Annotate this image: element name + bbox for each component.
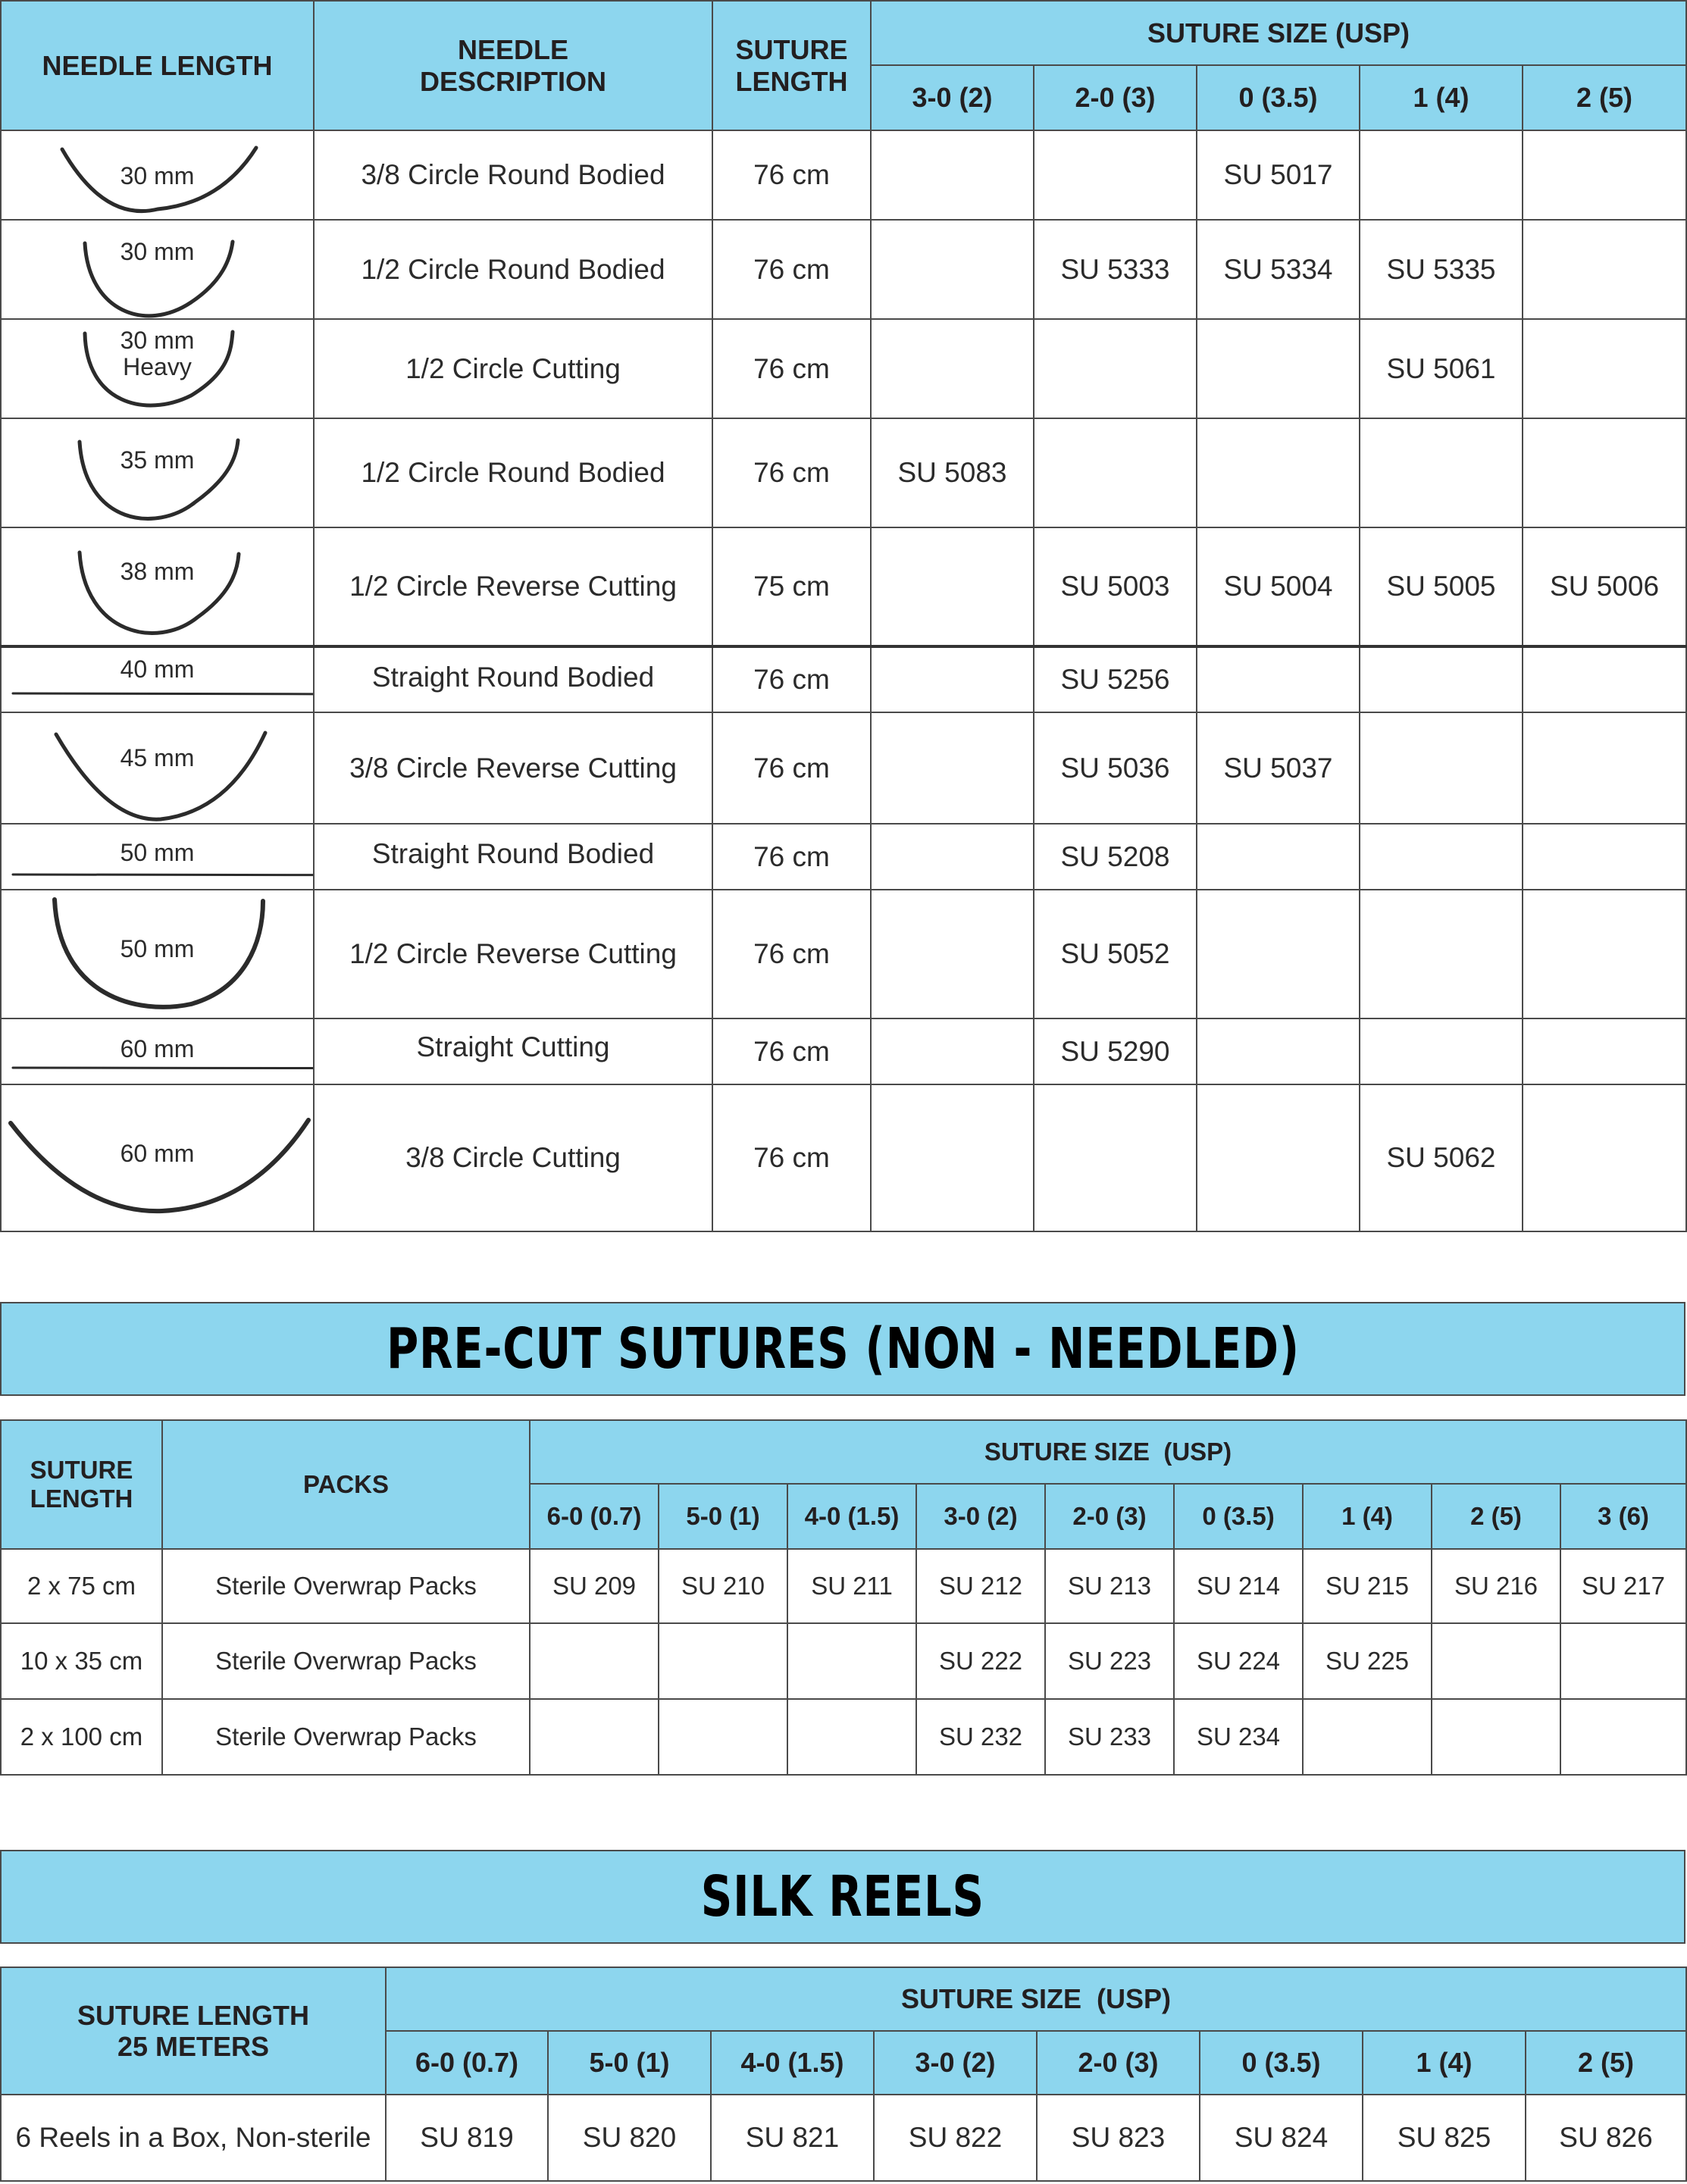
product-code: SU 5004 bbox=[1197, 527, 1360, 646]
table-row bbox=[1, 1623, 1686, 1699]
suture-length: 10 x 35 cm bbox=[1, 1623, 162, 1699]
product-code bbox=[1197, 824, 1360, 890]
product-code bbox=[871, 1018, 1034, 1084]
needle-description bbox=[314, 646, 712, 712]
header-size-col: 2-0 (3) bbox=[1034, 65, 1197, 130]
silk-reels-table bbox=[0, 1967, 1687, 2182]
needle-cell bbox=[1, 220, 314, 319]
needle-description bbox=[314, 527, 712, 646]
product-code bbox=[1197, 418, 1360, 527]
needle-cell bbox=[1, 824, 314, 890]
header-size-col: 3-0 (2) bbox=[871, 65, 1034, 130]
header-size-col: 4-0 (1.5) bbox=[787, 1484, 916, 1549]
product-code: SU 224 bbox=[1174, 1623, 1303, 1699]
needle-description bbox=[314, 712, 712, 824]
needle-length-label bbox=[2, 840, 313, 866]
product-code: SU 5006 bbox=[1523, 527, 1686, 646]
description-text: 1/2 Circle Cutting bbox=[405, 352, 621, 384]
product-code bbox=[871, 1084, 1034, 1231]
product-code: SU 223 bbox=[1045, 1623, 1174, 1699]
header-size-col: 0 (3.5) bbox=[1174, 1484, 1303, 1549]
product-code bbox=[659, 1623, 787, 1699]
product-code bbox=[1523, 712, 1686, 824]
product-code: SU 209 bbox=[530, 1549, 659, 1623]
header-suture-length: SUTURE LENGTH bbox=[712, 1, 871, 130]
product-code: SU 819 bbox=[386, 2095, 548, 2181]
description-text: 1/2 Circle Reverse Cutting bbox=[349, 571, 677, 602]
needle-length-value: 45 mm bbox=[120, 744, 195, 771]
table-row bbox=[1, 2095, 1686, 2181]
product-code bbox=[1523, 890, 1686, 1018]
description-text: 3/8 Circle Reverse Cutting bbox=[349, 752, 677, 784]
needle-length-label bbox=[2, 163, 313, 189]
needle-length-label bbox=[2, 936, 313, 962]
table-row bbox=[1, 1084, 1686, 1231]
suture-length: 76 cm bbox=[712, 824, 871, 890]
product-code bbox=[1523, 220, 1686, 319]
header-size-col: 0 (3.5) bbox=[1200, 2031, 1363, 2095]
product-code bbox=[1197, 1084, 1360, 1231]
product-code: SU 822 bbox=[874, 2095, 1037, 2181]
table-row bbox=[1, 220, 1686, 319]
product-code bbox=[1034, 418, 1197, 527]
needle-cell bbox=[1, 646, 314, 712]
header-size-col: 1 (4) bbox=[1363, 2031, 1526, 2095]
suture-length: 76 cm bbox=[712, 319, 871, 418]
product-code: SU 215 bbox=[1303, 1549, 1432, 1623]
needle-description bbox=[314, 319, 712, 418]
needle-length-label bbox=[2, 1140, 313, 1167]
needle-cell bbox=[1, 527, 314, 646]
product-code: SU 222 bbox=[916, 1623, 1045, 1699]
needle-cell bbox=[1, 712, 314, 824]
product-code bbox=[871, 646, 1034, 712]
product-code: SU 826 bbox=[1526, 2095, 1686, 2181]
needle-length-label bbox=[2, 559, 313, 585]
header-suture-size: SUTURE SIZE (USP) bbox=[530, 1420, 1686, 1484]
product-code: SU 211 bbox=[787, 1549, 916, 1623]
header-size-col: 3-0 (2) bbox=[916, 1484, 1045, 1549]
product-code bbox=[1360, 824, 1523, 890]
precut-banner-title: PRE-CUT SUTURES (NON - NEEDLED) bbox=[386, 1316, 1300, 1381]
product-code bbox=[530, 1699, 659, 1775]
product-code: SU 820 bbox=[548, 2095, 711, 2181]
needle-description bbox=[314, 220, 712, 319]
header-suture-length: SUTURE LENGTH bbox=[1, 1420, 162, 1549]
product-code bbox=[1523, 646, 1686, 712]
table-row bbox=[1, 319, 1686, 418]
product-code: SU 5062 bbox=[1360, 1084, 1523, 1231]
needle-length-value: 30 mm bbox=[120, 238, 195, 265]
product-code bbox=[1560, 1623, 1686, 1699]
header-size-col: 6-0 (0.7) bbox=[386, 2031, 548, 2095]
product-code bbox=[1197, 1018, 1360, 1084]
product-code: SU 217 bbox=[1560, 1549, 1686, 1623]
table-row bbox=[1, 824, 1686, 890]
product-code bbox=[1523, 824, 1686, 890]
product-code bbox=[871, 527, 1034, 646]
product-code bbox=[1560, 1699, 1686, 1775]
needle-length-value: 60 mm bbox=[120, 1035, 195, 1062]
product-code bbox=[1432, 1699, 1560, 1775]
table-row bbox=[1, 1699, 1686, 1775]
product-code: SU 213 bbox=[1045, 1549, 1174, 1623]
suture-length: 76 cm bbox=[712, 890, 871, 1018]
product-code bbox=[1303, 1699, 1432, 1775]
needle-length-label bbox=[2, 1036, 313, 1062]
header-size-col: 5-0 (1) bbox=[548, 2031, 711, 2095]
needle-length-value: 30 mm bbox=[120, 327, 195, 354]
product-code: SU 225 bbox=[1303, 1623, 1432, 1699]
header-size-col: 2 (5) bbox=[1432, 1484, 1560, 1549]
product-code: SU 5256 bbox=[1034, 646, 1197, 712]
suture-length: 76 cm bbox=[712, 130, 871, 220]
description-text: 1/2 Circle Round Bodied bbox=[361, 457, 665, 488]
header-size-col: 4-0 (1.5) bbox=[711, 2031, 874, 2095]
silk-reels-banner bbox=[0, 1850, 1685, 1944]
header-size-col: 2-0 (3) bbox=[1037, 2031, 1200, 2095]
header-size-col: 6-0 (0.7) bbox=[530, 1484, 659, 1549]
needle-length-label bbox=[2, 327, 313, 380]
needle-length-value: 60 mm bbox=[120, 1140, 195, 1167]
product-code: SU 5334 bbox=[1197, 220, 1360, 319]
product-code: SU 5052 bbox=[1034, 890, 1197, 1018]
needle-cell bbox=[1, 1084, 314, 1231]
product-code bbox=[1197, 319, 1360, 418]
needle-note: Heavy bbox=[123, 353, 192, 381]
product-code: SU 214 bbox=[1174, 1549, 1303, 1623]
needle-description bbox=[314, 824, 712, 890]
header-size-col: 3-0 (2) bbox=[874, 2031, 1037, 2095]
needle-length-value: 38 mm bbox=[120, 558, 195, 585]
product-code: SU 5061 bbox=[1360, 319, 1523, 418]
needle-length-label bbox=[2, 745, 313, 771]
description-text: 3/8 Circle Cutting bbox=[405, 1142, 621, 1173]
header-size-col: 1 (4) bbox=[1303, 1484, 1432, 1549]
product-code bbox=[1523, 130, 1686, 220]
needle-length-value: 40 mm bbox=[120, 656, 195, 683]
needle-cell bbox=[1, 319, 314, 418]
product-code: SU 5290 bbox=[1034, 1018, 1197, 1084]
product-code bbox=[1523, 1018, 1686, 1084]
header-needle-length: NEEDLE LENGTH bbox=[1, 1, 314, 130]
product-code: SU 5083 bbox=[871, 418, 1034, 527]
product-code bbox=[530, 1623, 659, 1699]
product-code: SU 216 bbox=[1432, 1549, 1560, 1623]
suture-length: 76 cm bbox=[712, 712, 871, 824]
header-size-col: 2-0 (3) bbox=[1045, 1484, 1174, 1549]
product-code bbox=[1360, 130, 1523, 220]
header-packs: PACKS bbox=[162, 1420, 530, 1549]
suture-length: 76 cm bbox=[712, 418, 871, 527]
suture-length: 75 cm bbox=[712, 527, 871, 646]
table-row bbox=[1, 527, 1686, 646]
reel-pack-label: 6 Reels in a Box, Non-sterile bbox=[1, 2095, 386, 2181]
needle-length-value: 50 mm bbox=[120, 839, 195, 866]
header-suture-size: SUTURE SIZE (USP) bbox=[386, 1967, 1686, 2031]
product-code bbox=[1360, 1018, 1523, 1084]
needle-description bbox=[314, 1084, 712, 1231]
product-code: SU 233 bbox=[1045, 1699, 1174, 1775]
needle-cell bbox=[1, 890, 314, 1018]
product-code: SU 5036 bbox=[1034, 712, 1197, 824]
product-code bbox=[871, 220, 1034, 319]
suture-length: 76 cm bbox=[712, 220, 871, 319]
product-code bbox=[871, 319, 1034, 418]
needle-cell bbox=[1, 1018, 314, 1084]
product-code: SU 5005 bbox=[1360, 527, 1523, 646]
needle-description bbox=[314, 130, 712, 220]
needle-description bbox=[314, 890, 712, 1018]
product-code bbox=[1360, 890, 1523, 1018]
description-text: Straight Round Bodied bbox=[371, 838, 655, 869]
product-code bbox=[871, 890, 1034, 1018]
header-suture-size: SUTURE SIZE (USP) bbox=[871, 1, 1686, 65]
header-size-col: 2 (5) bbox=[1523, 65, 1686, 130]
pack-type: Sterile Overwrap Packs bbox=[162, 1623, 530, 1699]
header-size-col: 2 (5) bbox=[1526, 2031, 1686, 2095]
product-code: SU 5017 bbox=[1197, 130, 1360, 220]
table-row bbox=[1, 890, 1686, 1018]
needle-cell bbox=[1, 418, 314, 527]
product-code bbox=[1523, 418, 1686, 527]
description-text: 1/2 Circle Reverse Cutting bbox=[349, 938, 677, 969]
header-size-col: 3 (6) bbox=[1560, 1484, 1686, 1549]
product-code bbox=[659, 1699, 787, 1775]
product-code bbox=[1360, 418, 1523, 527]
product-code: SU 232 bbox=[916, 1699, 1045, 1775]
table-row bbox=[1, 130, 1686, 220]
product-code bbox=[1523, 1084, 1686, 1231]
product-code bbox=[871, 824, 1034, 890]
product-code: SU 5333 bbox=[1034, 220, 1197, 319]
product-code bbox=[1432, 1623, 1560, 1699]
needle-drawing bbox=[2, 221, 314, 319]
needle-path bbox=[13, 1068, 314, 1069]
pack-type: Sterile Overwrap Packs bbox=[162, 1549, 530, 1623]
product-code: SU 825 bbox=[1363, 2095, 1526, 2181]
header-size-col: 0 (3.5) bbox=[1197, 65, 1360, 130]
needle-drawing bbox=[2, 528, 314, 646]
pack-type: Sterile Overwrap Packs bbox=[162, 1699, 530, 1775]
needle-length-label bbox=[2, 239, 313, 265]
product-code bbox=[787, 1623, 916, 1699]
product-code bbox=[1197, 646, 1360, 712]
product-code bbox=[1034, 319, 1197, 418]
table-row bbox=[1, 1549, 1686, 1623]
header-size-col: 5-0 (1) bbox=[659, 1484, 787, 1549]
product-code bbox=[871, 712, 1034, 824]
header-suture-length: SUTURE LENGTH 25 METERS bbox=[1, 1967, 386, 2095]
product-code: SU 5335 bbox=[1360, 220, 1523, 319]
product-code: SU 5003 bbox=[1034, 527, 1197, 646]
header-needle-description: NEEDLE DESCRIPTION bbox=[314, 1, 712, 130]
table-row bbox=[1, 646, 1686, 712]
suture-length: 76 cm bbox=[712, 1018, 871, 1084]
description-text: 1/2 Circle Round Bodied bbox=[361, 253, 665, 285]
product-code: SU 824 bbox=[1200, 2095, 1363, 2181]
description-text: 3/8 Circle Round Bodied bbox=[361, 159, 665, 190]
product-code: SU 212 bbox=[916, 1549, 1045, 1623]
needle-length-value: 30 mm bbox=[120, 162, 195, 189]
header-size-col: 1 (4) bbox=[1360, 65, 1523, 130]
description-text: Straight Round Bodied bbox=[371, 662, 655, 693]
needle-cell bbox=[1, 130, 314, 220]
product-code: SU 823 bbox=[1037, 2095, 1200, 2181]
description-text: Straight Cutting bbox=[416, 1031, 610, 1062]
product-code: SU 234 bbox=[1174, 1699, 1303, 1775]
suture-length: 2 x 100 cm bbox=[1, 1699, 162, 1775]
suture-length: 76 cm bbox=[712, 1084, 871, 1231]
suture-length: 2 x 75 cm bbox=[1, 1549, 162, 1623]
product-code: SU 821 bbox=[711, 2095, 874, 2181]
product-code bbox=[1360, 712, 1523, 824]
needle-description bbox=[314, 1018, 712, 1084]
product-code bbox=[871, 130, 1034, 220]
product-code: SU 5037 bbox=[1197, 712, 1360, 824]
precut-banner bbox=[0, 1302, 1685, 1396]
needle-description bbox=[314, 418, 712, 527]
precut-sutures-table bbox=[0, 1419, 1687, 1776]
product-code: SU 210 bbox=[659, 1549, 787, 1623]
silk-reels-banner-title: SILK REELS bbox=[700, 1864, 985, 1929]
needle-path bbox=[13, 693, 314, 694]
product-code bbox=[1523, 319, 1686, 418]
product-code bbox=[1034, 130, 1197, 220]
product-code bbox=[1197, 890, 1360, 1018]
table-row bbox=[1, 712, 1686, 824]
suture-length: 76 cm bbox=[712, 646, 871, 712]
table-row bbox=[1, 1018, 1686, 1084]
needle-length-label bbox=[2, 447, 313, 474]
product-code bbox=[1034, 1084, 1197, 1231]
needle-length-label bbox=[2, 656, 313, 683]
needle-length-value: 35 mm bbox=[120, 446, 195, 474]
product-code bbox=[1360, 646, 1523, 712]
table-row bbox=[1, 418, 1686, 527]
product-code: SU 5208 bbox=[1034, 824, 1197, 890]
product-code bbox=[787, 1699, 916, 1775]
needle-length-value: 50 mm bbox=[120, 935, 195, 962]
